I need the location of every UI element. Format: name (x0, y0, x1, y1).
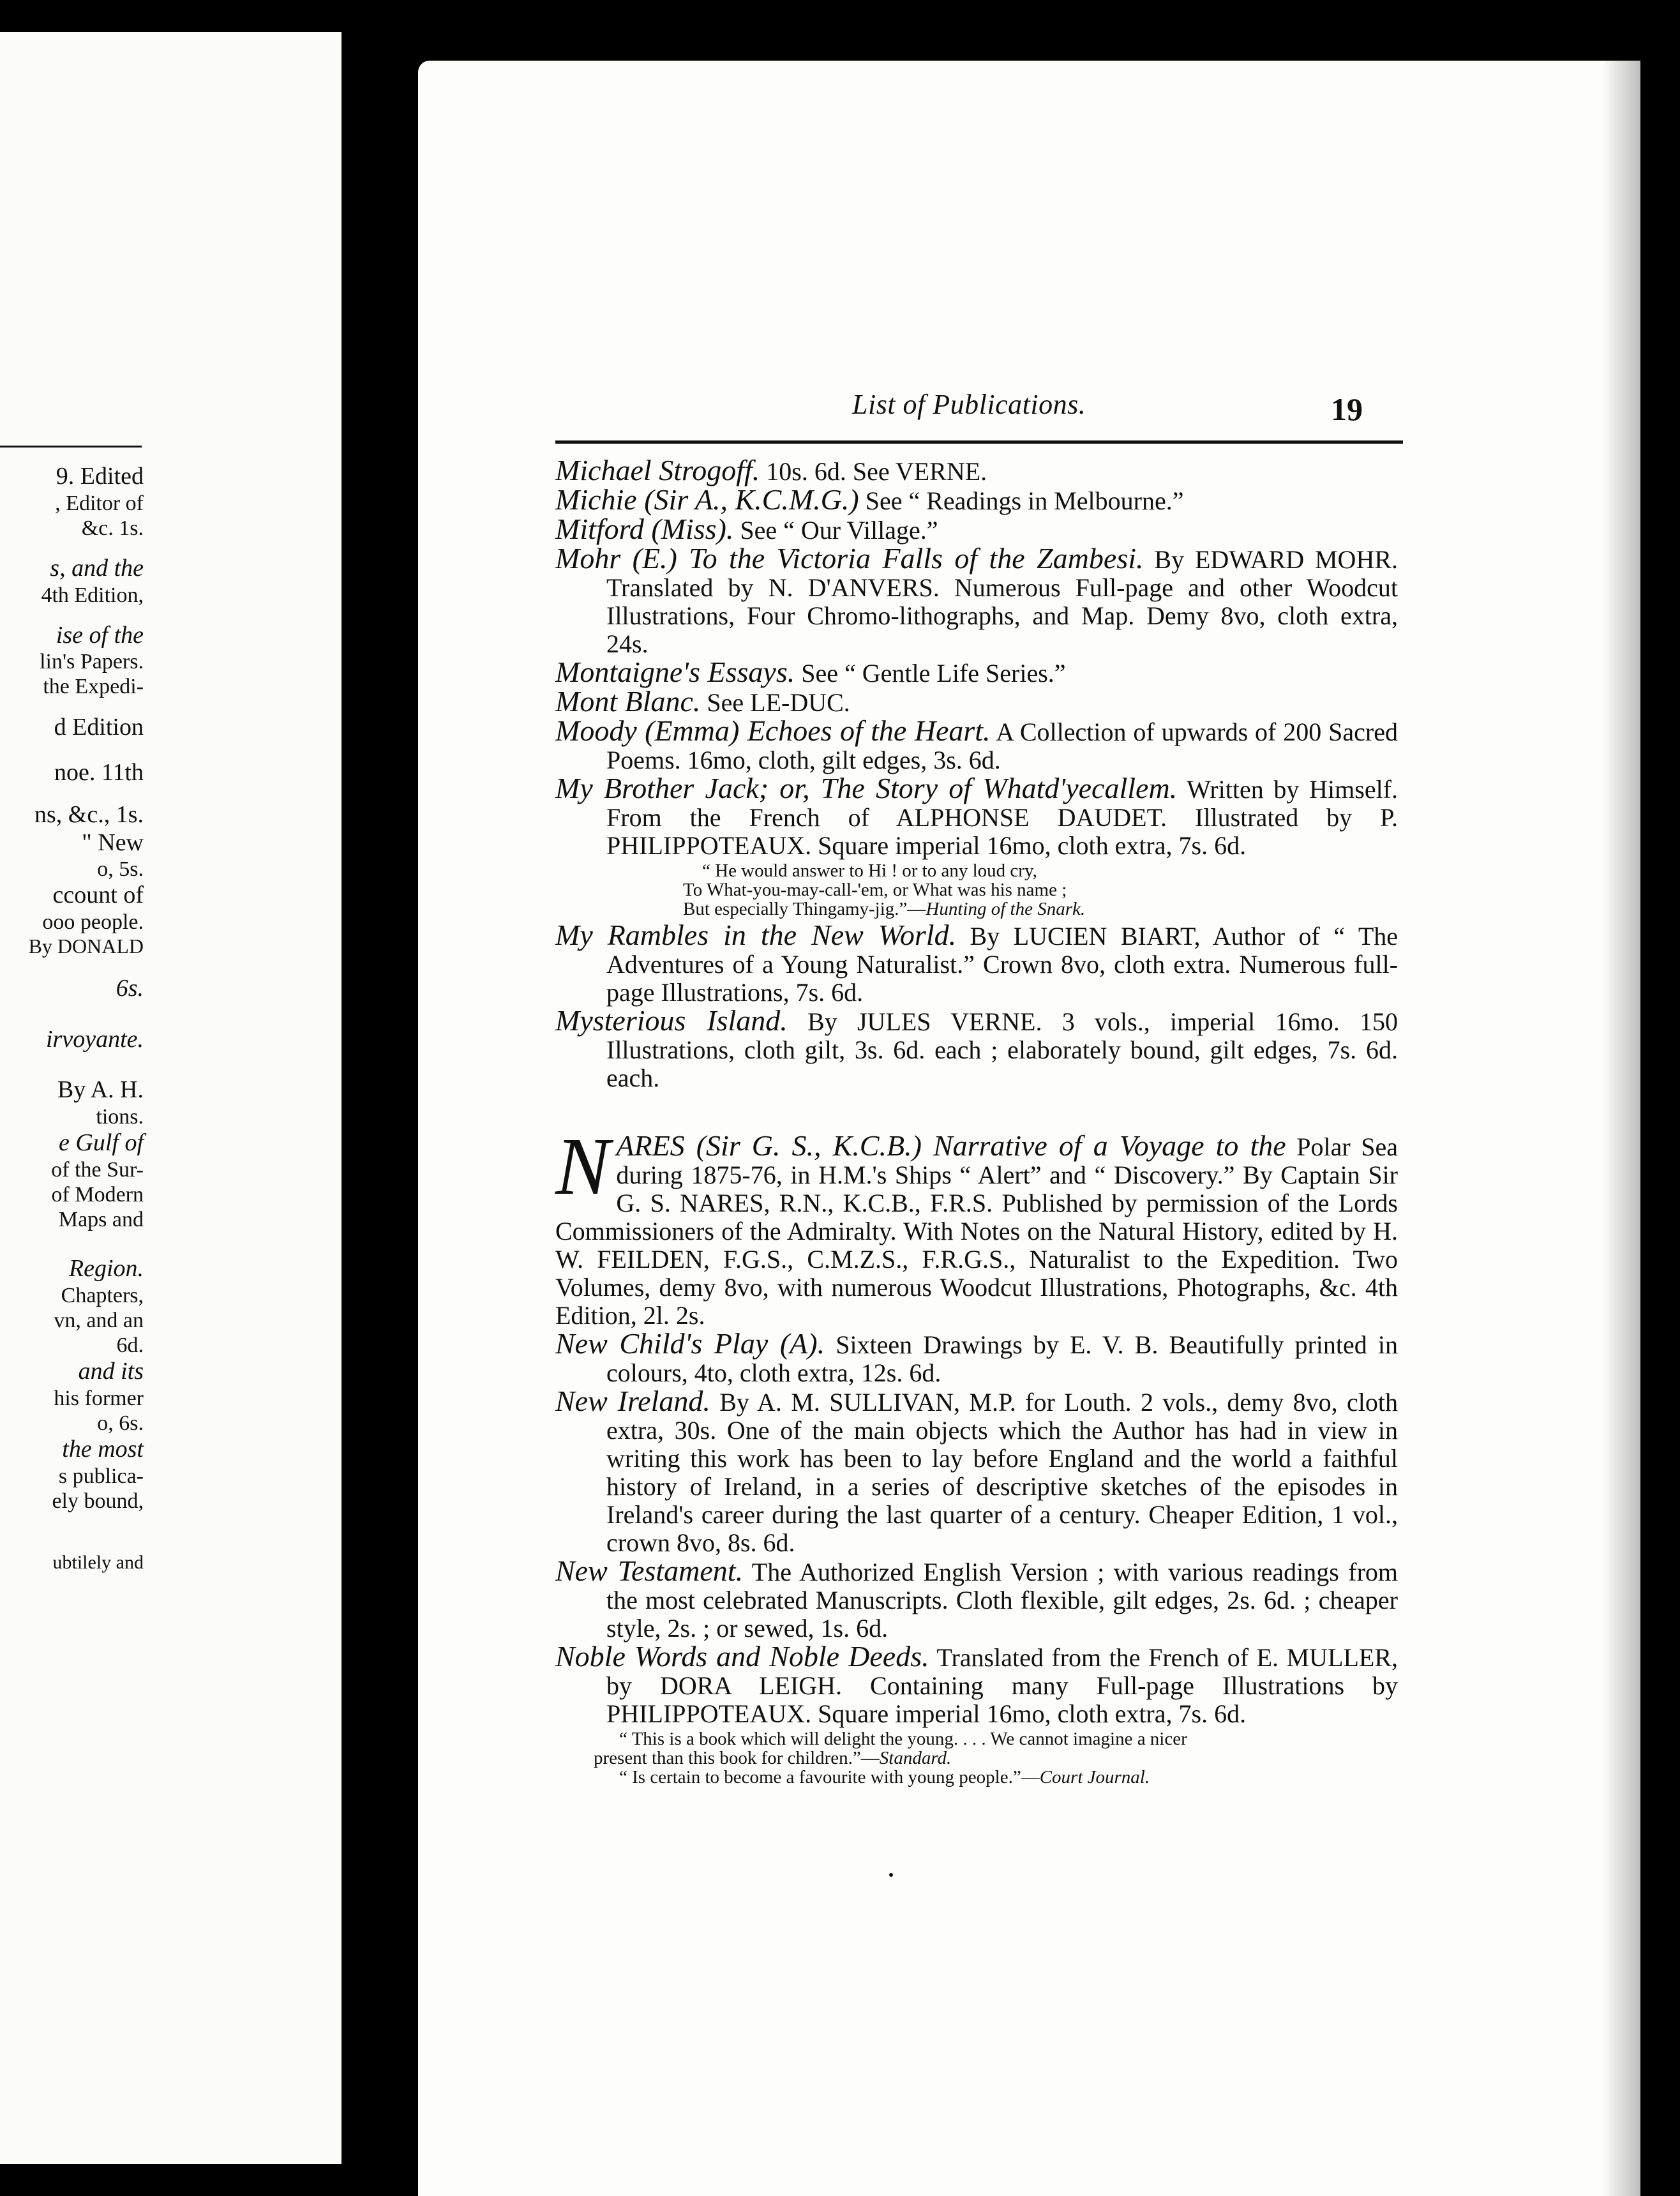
left-line: 9. Edited (56, 463, 144, 490)
left-line: &c. 1s. (81, 516, 144, 540)
left-line: and its (78, 1358, 144, 1385)
left-line: e Gulf of (59, 1129, 144, 1157)
running-head: List of Publications. (852, 389, 1086, 420)
entry-title: Mohr (E.) To the Victoria Falls of the Zambesi. (555, 542, 1144, 575)
left-line: of Modern (51, 1182, 144, 1207)
left-line: ise of the (56, 621, 144, 649)
entry-title: Mysterious Island. (555, 1004, 788, 1037)
book-gutter (341, 0, 418, 2196)
left-line: lin's Papers. (40, 650, 144, 674)
left-line: o, 6s. (97, 1411, 144, 1435)
review-quote (555, 1729, 1398, 1787)
quote-text: “ Is certain to become a favourite with young people.”— (619, 1767, 1040, 1787)
entry-title: Mitford (Miss). (555, 513, 734, 545)
list-item (555, 1004, 1398, 1092)
left-line: d Edition (54, 713, 144, 741)
entry-text: By A. M. SULLIVAN, M.P. for Louth. 2 vols., demy 8vo, cloth extra, 30s. One of the main objects which the Author has had in view in writing this work has been to lay before England and the world a faithful history of Ireland, in a series of descriptive sketches of the episodes in Ireland's career during the last quarter of a century. Cheaper Edition, 1 vol., crown 8vo, 8s. 6d. (606, 1388, 1399, 1557)
page-mark-dot (889, 1873, 893, 1877)
quote-source: Court Journal. (1039, 1767, 1150, 1787)
entry-text: Translated from the French of E. MULLER, by DORA LEIGH. Containing many Full-page Illustrations by PHILIPPOTEAUX. Square imperial 16mo, cloth extra, 7s. 6d. (606, 1643, 1399, 1728)
letter-n-section (555, 1121, 1399, 1787)
list-item (555, 685, 1398, 718)
entry-text: Written by Himself. From the French of ALPHONSE DAUDET. Illustrated by P. PHILIPPOTEAUX. Square imperial 16mo, cloth extra, 7s. 6d. (606, 775, 1399, 860)
left-line: Chapters, (61, 1283, 144, 1307)
list-item (555, 714, 1398, 774)
left-line: his former (54, 1386, 144, 1410)
list-item (555, 542, 1399, 658)
left-line: irvoyante. (45, 1025, 144, 1053)
left-line: o, 5s. (97, 857, 144, 882)
left-line: tions. (96, 1105, 144, 1129)
list-item (555, 1387, 1398, 1557)
drop-cap: N (555, 1121, 610, 1212)
entry-text: See “ Readings in Melbourne.” (859, 486, 1184, 515)
left-page-text (0, 463, 144, 1574)
quote-line: “ This is a book which will delight the young. . . . We cannot imagine a nicer (619, 1729, 1187, 1749)
quote-source: Hunting of the Snark. (926, 899, 1086, 919)
entry-title: Michie (Sir A., K.C.M.G.) (555, 483, 859, 516)
entry-text: A Collection of upwards of 200 Sacred Poems. 16mo, cloth, gilt edges, 3s. 6d. (606, 718, 1398, 774)
list-item (555, 1327, 1398, 1387)
left-line: vn, and an (54, 1308, 144, 1332)
quote-text: But especially Thingamy-jig.”— (683, 899, 926, 919)
quote-line: “ He would answer to Hi ! or to any loud cry, (702, 861, 1037, 881)
left-line: ely bound, (52, 1489, 144, 1513)
list-item (555, 921, 1398, 1007)
list-item (555, 1121, 1398, 1330)
left-line: 6s. (116, 974, 144, 1002)
left-line: 6d. (116, 1333, 144, 1357)
entry-title: Noble Words and Noble Deeds. (555, 1640, 929, 1673)
left-line: the most (62, 1435, 144, 1463)
entry-text: See “ Our Village.” (733, 516, 938, 545)
left-line: , Editor of (55, 491, 144, 515)
quote-text: present than this book for children.”— (594, 1748, 880, 1768)
quote-source: Standard. (879, 1748, 952, 1768)
left-line: ooo people. (42, 910, 144, 935)
entry-text: By EDWARD MOHR. Translated by N. D'ANVERS. Numerous Full-page and other Woodcut Illustrations, Four Chromo-lithographs, and Map. Demy 8vo, cloth extra, 24s. (606, 545, 1399, 658)
list-item (555, 658, 1398, 688)
entry-title: Montaigne's Essays. (555, 656, 795, 688)
entry-title: New Child's Play (A). (555, 1327, 825, 1360)
list-item (555, 1554, 1398, 1643)
entry-text: See LE-DUC. (700, 688, 850, 717)
publication-list (555, 456, 1398, 1789)
left-line: noe. 11th (54, 759, 144, 786)
quote-line: To What-you-may-call-'em, or What was his name ; (683, 880, 1067, 900)
list-item (555, 456, 1398, 486)
left-line: By A. H. (57, 1076, 144, 1104)
entry-title: New Testament. (555, 1554, 744, 1587)
entry-title: Michael Strogoff. (555, 454, 760, 486)
entry-text: Sixteen Drawings by E. V. B. Beautifully printed in colours, 4to, cloth extra, 12s. 6d. (606, 1330, 1398, 1387)
left-line: By DONALD (28, 935, 144, 958)
left-line: the Expedi- (43, 675, 144, 699)
left-line: Region. (68, 1255, 144, 1282)
entry-title: My Rambles in the New World. (555, 919, 957, 951)
page-number: 19 (1331, 391, 1363, 427)
entry-title: New Ireland. (555, 1385, 710, 1417)
list-item (555, 1640, 1399, 1728)
left-line: s, and the (50, 554, 144, 582)
quote-line (555, 899, 1398, 919)
quote-line (555, 1749, 1398, 1768)
left-line: s publica- (58, 1464, 144, 1488)
entry-text: The Authorized English Version ; with various readings from the most celebrated Manuscripts. Cloth flexible, gilt edges, 2s. 6d. ; cheaper style, 2s. ; or sewed, 1s. 6d. (606, 1558, 1398, 1643)
entry-text: 10s. 6d. See VERNE. (760, 457, 987, 486)
left-page-rule (0, 446, 142, 447)
entry-text: By JULES VERNE. 3 vols., imperial 16mo. 150 Illustrations, cloth gilt, 3s. 6d. each ; elaborately bound, gilt edges, 7s. 6d. each. (606, 1007, 1398, 1092)
entry-text: By LUCIEN BIART, Author of “ The Adventures of a Young Naturalist.” Crown 8vo, cloth extra. Numerous full-page Illustrations, 7s. 6d. (606, 922, 1399, 1007)
left-line: " New (82, 829, 144, 856)
left-line: of the Sur- (51, 1157, 144, 1182)
epigraph-quote (555, 861, 1398, 919)
left-line: ccount of (52, 882, 144, 909)
left-line: ns, &c., 1s. (34, 801, 144, 828)
list-item (555, 515, 1398, 545)
left-line: 4th Edition, (41, 583, 144, 607)
left-facing-page (0, 32, 341, 2164)
list-item (555, 483, 1398, 516)
left-line: ubtilely and (52, 1551, 144, 1573)
entry-title: Mont Blanc. (555, 685, 701, 718)
entry-text: See “ Gentle Life Series.” (795, 659, 1066, 688)
left-line: Maps and (58, 1207, 144, 1231)
entry-text: Polar Sea during 1875-76, in H.M.'s Ships “ Alert” and “ Discovery.” By Captain Sir G. S. NARES, R.N., K.C.B., F.R.S. Published by permission of the Lords Commissioners of the Admiralty. With Notes on the Natural History, edited by H. W. FEILDEN, F.G.S., C.M.Z.S., F.R.G.S., Naturalist to the Expedition. Two Volumes, demy 8vo, with numerous Woodcut Illustrations, Photographs, &c. 4th Edition, 2l. 2s. (555, 1132, 1398, 1330)
quote-line (555, 1768, 1398, 1787)
entry-title: Moody (Emma) Echoes of the Heart. (555, 714, 991, 747)
list-item (555, 774, 1398, 860)
entry-title: My Brother Jack; or, The Story of Whatd'yecallem. (555, 772, 1178, 804)
entry-title: ARES (Sir G. S., K.C.B.) Narrative of a Voyage to the (616, 1129, 1286, 1162)
header-rule (555, 440, 1403, 444)
